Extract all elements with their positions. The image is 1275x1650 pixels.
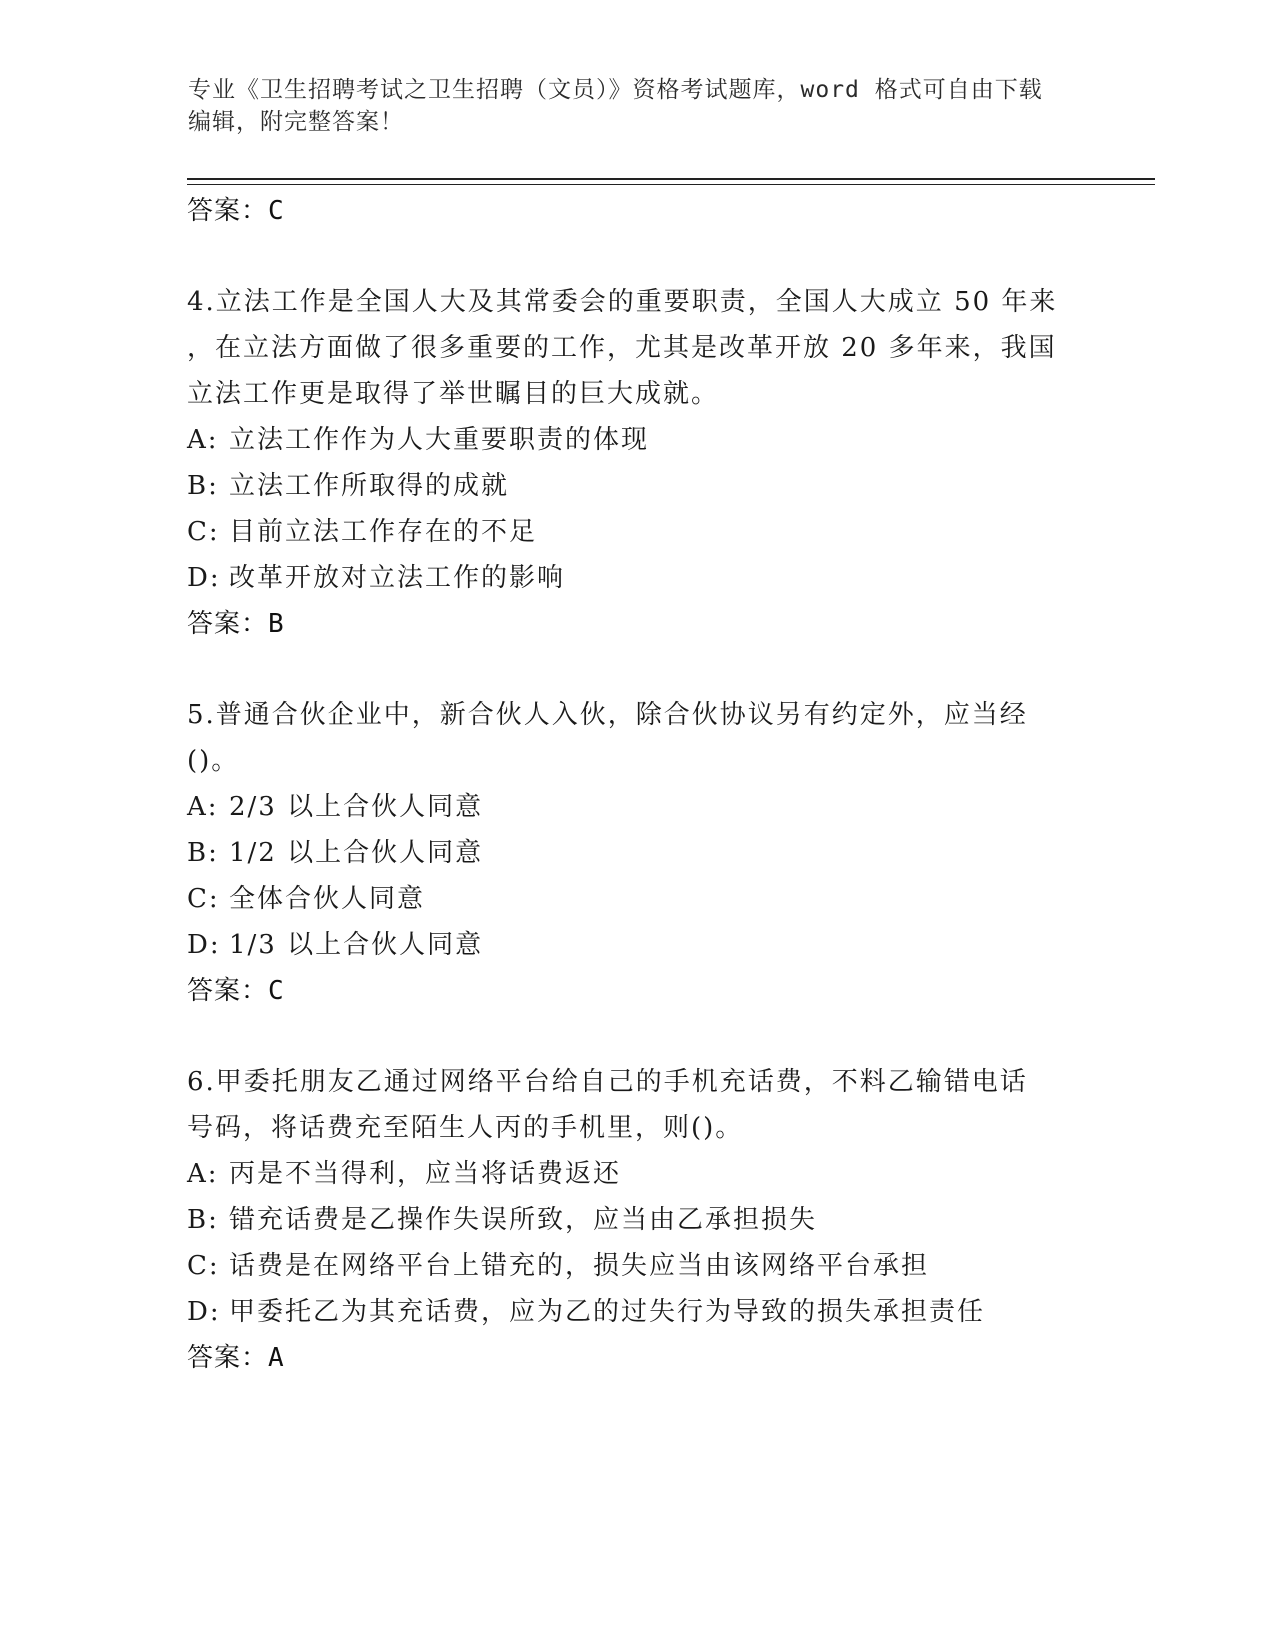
stem-line: 4.立法工作是全国人大及其常委会的重要职责，全国人大成立 50 年来 — [187, 287, 1058, 317]
spacer — [187, 647, 1087, 692]
question-stem — [187, 692, 1087, 784]
option-text: 1/2 以上合伙人同意 — [229, 838, 484, 868]
option-a — [187, 1151, 1087, 1197]
answer-value: B — [268, 609, 285, 639]
stem-line: ，在立法方面做了很多重要的工作，尤其是改革开放 20 多年来，我国 — [187, 333, 1057, 363]
option-key: C: — [187, 884, 220, 914]
option-key: D: — [187, 563, 221, 593]
option-a — [187, 784, 1087, 830]
option-d — [187, 555, 1087, 601]
answer-value: A — [268, 1343, 285, 1373]
option-key: B: — [187, 1205, 219, 1235]
option-c — [187, 509, 1087, 555]
option-c — [187, 1243, 1087, 1289]
option-text: 丙是不当得利，应当将话费返还 — [229, 1159, 622, 1189]
option-key: C: — [187, 1251, 220, 1281]
answer-value: C — [268, 196, 285, 226]
option-text: 甲委托乙为其充话费，应为乙的过失行为导致的损失承担责任 — [229, 1297, 986, 1327]
option-b — [187, 463, 1087, 509]
question-stem — [187, 279, 1087, 417]
question-block — [187, 279, 1087, 647]
option-key: D: — [187, 930, 221, 960]
answer-line — [187, 601, 1087, 647]
answer-value: C — [268, 976, 285, 1006]
stem-line: 6.甲委托朋友乙通过网络平台给自己的手机充话费，不料乙输错电话 — [187, 1067, 1028, 1097]
option-text: 立法工作所取得的成就 — [229, 471, 510, 501]
question-block — [187, 692, 1087, 1014]
stem-line: 号码，将话费充至陌生人丙的手机里，则()。 — [187, 1113, 744, 1143]
option-key: A: — [187, 425, 219, 455]
stem-line: ()。 — [187, 746, 240, 776]
option-d — [187, 922, 1087, 968]
question-content — [187, 188, 1087, 1381]
page-header — [188, 74, 1088, 138]
header-line-2: 编辑，附完整答案！ — [188, 109, 404, 135]
header-rule-thick — [187, 178, 1155, 180]
option-a — [187, 417, 1087, 463]
option-text: 改革开放对立法工作的影响 — [229, 563, 566, 593]
stem-line: 5.普通合伙企业中，新合伙人入伙，除合伙协议另有约定外，应当经 — [187, 700, 1028, 730]
option-text: 立法工作作为人大重要职责的体现 — [229, 425, 650, 455]
option-text: 错充话费是乙操作失误所致，应当由乙承担损失 — [229, 1205, 818, 1235]
option-d — [187, 1289, 1087, 1335]
option-text: 2/3 以上合伙人同意 — [229, 792, 484, 822]
option-key: C: — [187, 517, 220, 547]
stem-line: 立法工作更是取得了举世瞩目的巨大成就。 — [187, 379, 720, 409]
answer-label: 答案： — [187, 196, 269, 226]
answer-line — [187, 188, 1087, 234]
option-text: 话费是在网络平台上错充的，损失应当由该网络平台承担 — [229, 1251, 930, 1281]
option-key: B: — [187, 838, 219, 868]
spacer — [187, 234, 1087, 279]
option-text: 目前立法工作存在的不足 — [229, 517, 538, 547]
question-block — [187, 1059, 1087, 1381]
answer-label: 答案： — [187, 609, 269, 639]
question-stem — [187, 1059, 1087, 1151]
option-key: A: — [187, 792, 219, 822]
header-line-1: 专业《卫生招聘考试之卫生招聘（文员）》资格考试题库，word 格式可自由下载 — [188, 77, 1043, 103]
option-text: 1/3 以上合伙人同意 — [229, 930, 484, 960]
option-text: 全体合伙人同意 — [229, 884, 426, 914]
header-rule-thin — [187, 184, 1155, 185]
option-key: B: — [187, 471, 219, 501]
option-key: A: — [187, 1159, 219, 1189]
option-b — [187, 1197, 1087, 1243]
answer-line — [187, 1335, 1087, 1381]
spacer — [187, 1014, 1087, 1059]
option-c — [187, 876, 1087, 922]
option-b — [187, 830, 1087, 876]
answer-label: 答案： — [187, 1343, 269, 1373]
option-key: D: — [187, 1297, 221, 1327]
answer-label: 答案： — [187, 976, 269, 1006]
answer-line — [187, 968, 1087, 1014]
